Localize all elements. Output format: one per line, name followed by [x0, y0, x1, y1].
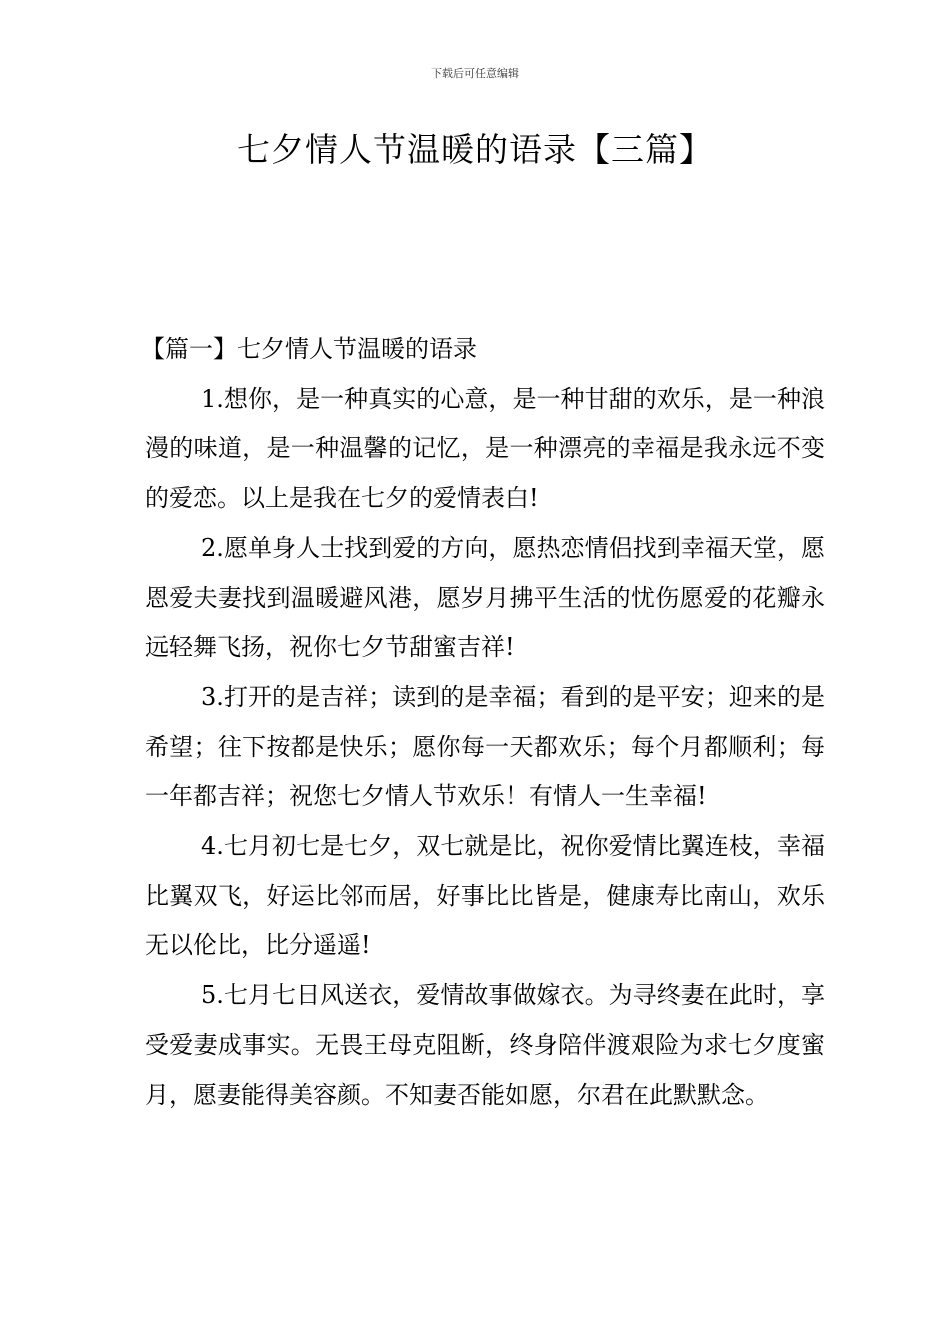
header-note: 下载后可任意编辑 [431, 67, 519, 80]
document-body [141, 325, 825, 1120]
paragraph-1: 1.想你，是一种真实的心意，是一种甘甜的欢乐，是一种浪漫的味道，是一种温馨的记忆，是一种漂亮的幸福是我永远不变的爱恋。以上是我在七夕的爱情表白! [145, 384, 825, 513]
section-heading: 【篇一】七夕情人节温暖的语录 [141, 335, 477, 363]
paragraph-2: 2.愿单身人士找到爱的方向，愿热恋情侣找到幸福天堂，愿恩爱夫妻找到温暖避风港，愿岁月拂平生活的忧伤愿爱的花瓣永远轻舞飞扬，祝你七夕节甜蜜吉祥! [145, 533, 825, 662]
paragraph-4: 4.七月初七是七夕，双七就是比，祝你爱情比翼连枝，幸福比翼双飞，好运比邻而居，好事比比皆是，健康寿比南山，欢乐无以伦比，比分遥遥! [145, 832, 825, 960]
document-title: 七夕情人节温暖的语录【三篇】 [237, 130, 713, 169]
paragraph-5: 5.七月七日风送衣，爱情故事做嫁衣。为寻终妻在此时，享受爱妻成事实。无畏王母克阻断，终身陪伴渡艰险为求七夕度蜜月，愿妻能得美容颜。不知妻否能如愿，尔君在此默默念。 [145, 981, 825, 1109]
paragraph-3: 3.打开的是吉祥；读到的是幸福；看到的是平安；迎来的是希望；往下按都是快乐；愿你每一天都欢乐；每个月都顺利；每一年都吉祥；祝您七夕情人节欢乐！有情人一生幸福! [145, 682, 825, 811]
